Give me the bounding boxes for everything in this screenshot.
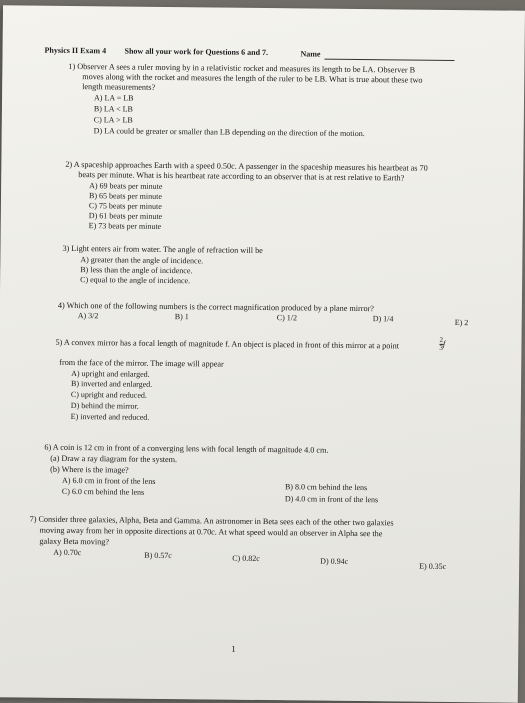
q7-text-1: 7) Consider three galaxies, Alpha, Beta and Gamma. An astronomer in Beta sees each of the other two galaxies [29, 514, 394, 528]
q4-option-e[interactable]: E) 2 [454, 318, 469, 328]
name-label: Name [300, 49, 321, 59]
q7-option-a[interactable]: A) 0.70c [53, 547, 82, 558]
q4-option-b[interactable]: B) 1 [174, 312, 189, 322]
q5-frac-var: f [442, 339, 446, 349]
q5-option-a[interactable]: A) upright and enlarged. [71, 369, 150, 379]
q5-option-b[interactable]: B) inverted and enlarged. [71, 379, 153, 389]
q5-frac-num: 2 [439, 335, 444, 344]
q7-option-d[interactable]: D) 0.94c [320, 556, 349, 566]
q5-text-1: 5) A convex mirror has a focal length of magnitude f. An object is placed in front of this mirror at a point [55, 337, 400, 351]
course-title: Physics II Exam 4 [44, 45, 107, 56]
q2-option-d[interactable]: D) 61 beats per minute [88, 211, 163, 221]
q7-option-e[interactable]: E) 0.35c [419, 561, 447, 571]
q6-option-b[interactable]: B) 8.0 cm behind the lens [284, 482, 368, 493]
q2-text-2: beats per minute. What is his heartbeat rate according to an observer that is at rest relative to Earth? [78, 170, 405, 183]
q3-option-a[interactable]: A) greater than the angle of incidence. [80, 255, 204, 266]
q1-option-d[interactable]: D) LA could be greater or smaller than LB depending on the direction of the motion. [93, 126, 365, 139]
q5-fraction [439, 337, 445, 352]
q2-option-c[interactable]: C) 75 beats per minute [88, 201, 162, 211]
instruction: Show all your work for Questions 6 and 7. [124, 46, 269, 58]
q2-option-e[interactable]: E) 73 beats per minute [88, 221, 162, 231]
q6-option-d[interactable]: D) 4.0 cm in front of the lens [284, 494, 379, 505]
q6-part-a: (a) Draw a ray diagram for the system. [50, 453, 178, 465]
q7-option-b[interactable]: B) 0.57c [144, 550, 172, 561]
q1-text-2: moves along with the rocket and measures the length of the ruler to be LB. What is true about these two [82, 72, 423, 85]
q1-text-3: length measurements? [82, 82, 156, 92]
q6-text-1: 6) A coin is 12 cm in front of a converging lens with focal length of magnitude 4.0 cm. [44, 442, 329, 455]
q2-text-1: 2) A spaceship approaches Earth with a speed 0.50c. A passenger in the spaceship measures his heartbeat as 70 [65, 159, 428, 173]
q7-option-c[interactable]: C) 0.82c [232, 553, 260, 563]
q3-text-1: 3) Light enters air from water. The angle of refraction will be [62, 243, 263, 256]
exam-sheet [0, 5, 525, 702]
q7-text-2: moving away from her in opposite directions at 0.70c. At what speed would an observer in Alpha see the [39, 525, 383, 539]
q1-text-1: 1) Observer A sees a ruler moving by in a relativistic rocket and measures its length to be LA. Observer B [68, 61, 416, 75]
q1-option-c[interactable]: C) LA > LB [93, 115, 133, 125]
q6-part-b: (b) Where is the image? [50, 464, 129, 475]
q6-option-c[interactable]: C) 6.0 cm behind the lens [61, 486, 145, 497]
q4-text-1: 4) Which one of the following numbers is the correct magnification produced by a plane mirror? [57, 300, 375, 314]
q4-option-d[interactable]: D) 1/4 [372, 314, 394, 324]
q5-text-2: from the face of the mirror. The image will appear [59, 357, 224, 369]
q4-option-a[interactable]: A) 3/2 [77, 311, 99, 321]
q5-option-d[interactable]: D) behind the mirror. [70, 400, 139, 411]
page-number: 1 [231, 643, 236, 654]
name-field[interactable] [324, 50, 454, 61]
q3-option-c[interactable]: C) equal to the angle of incidence. [80, 275, 191, 286]
q5-frac-den: 3 [439, 343, 443, 352]
q3-option-b[interactable]: B) less than the angle of incidence. [80, 265, 193, 276]
q5-option-c[interactable]: C) upright and reduced. [70, 389, 147, 400]
q1-option-a[interactable]: A) LA = LB [94, 93, 134, 103]
q2-option-b[interactable]: B) 65 beats per minute [88, 191, 162, 201]
q6-option-a[interactable]: A) 6.0 cm in front of the lens [61, 475, 156, 486]
q4-option-c[interactable]: C) 1/2 [276, 313, 298, 323]
q1-option-b[interactable]: B) LA < LB [93, 104, 133, 114]
q2-option-a[interactable]: A) 69 beats per minute [89, 181, 163, 191]
q7-text-3: galaxy Beta moving? [39, 536, 110, 547]
q5-option-e[interactable]: E) inverted and reduced. [70, 411, 150, 422]
